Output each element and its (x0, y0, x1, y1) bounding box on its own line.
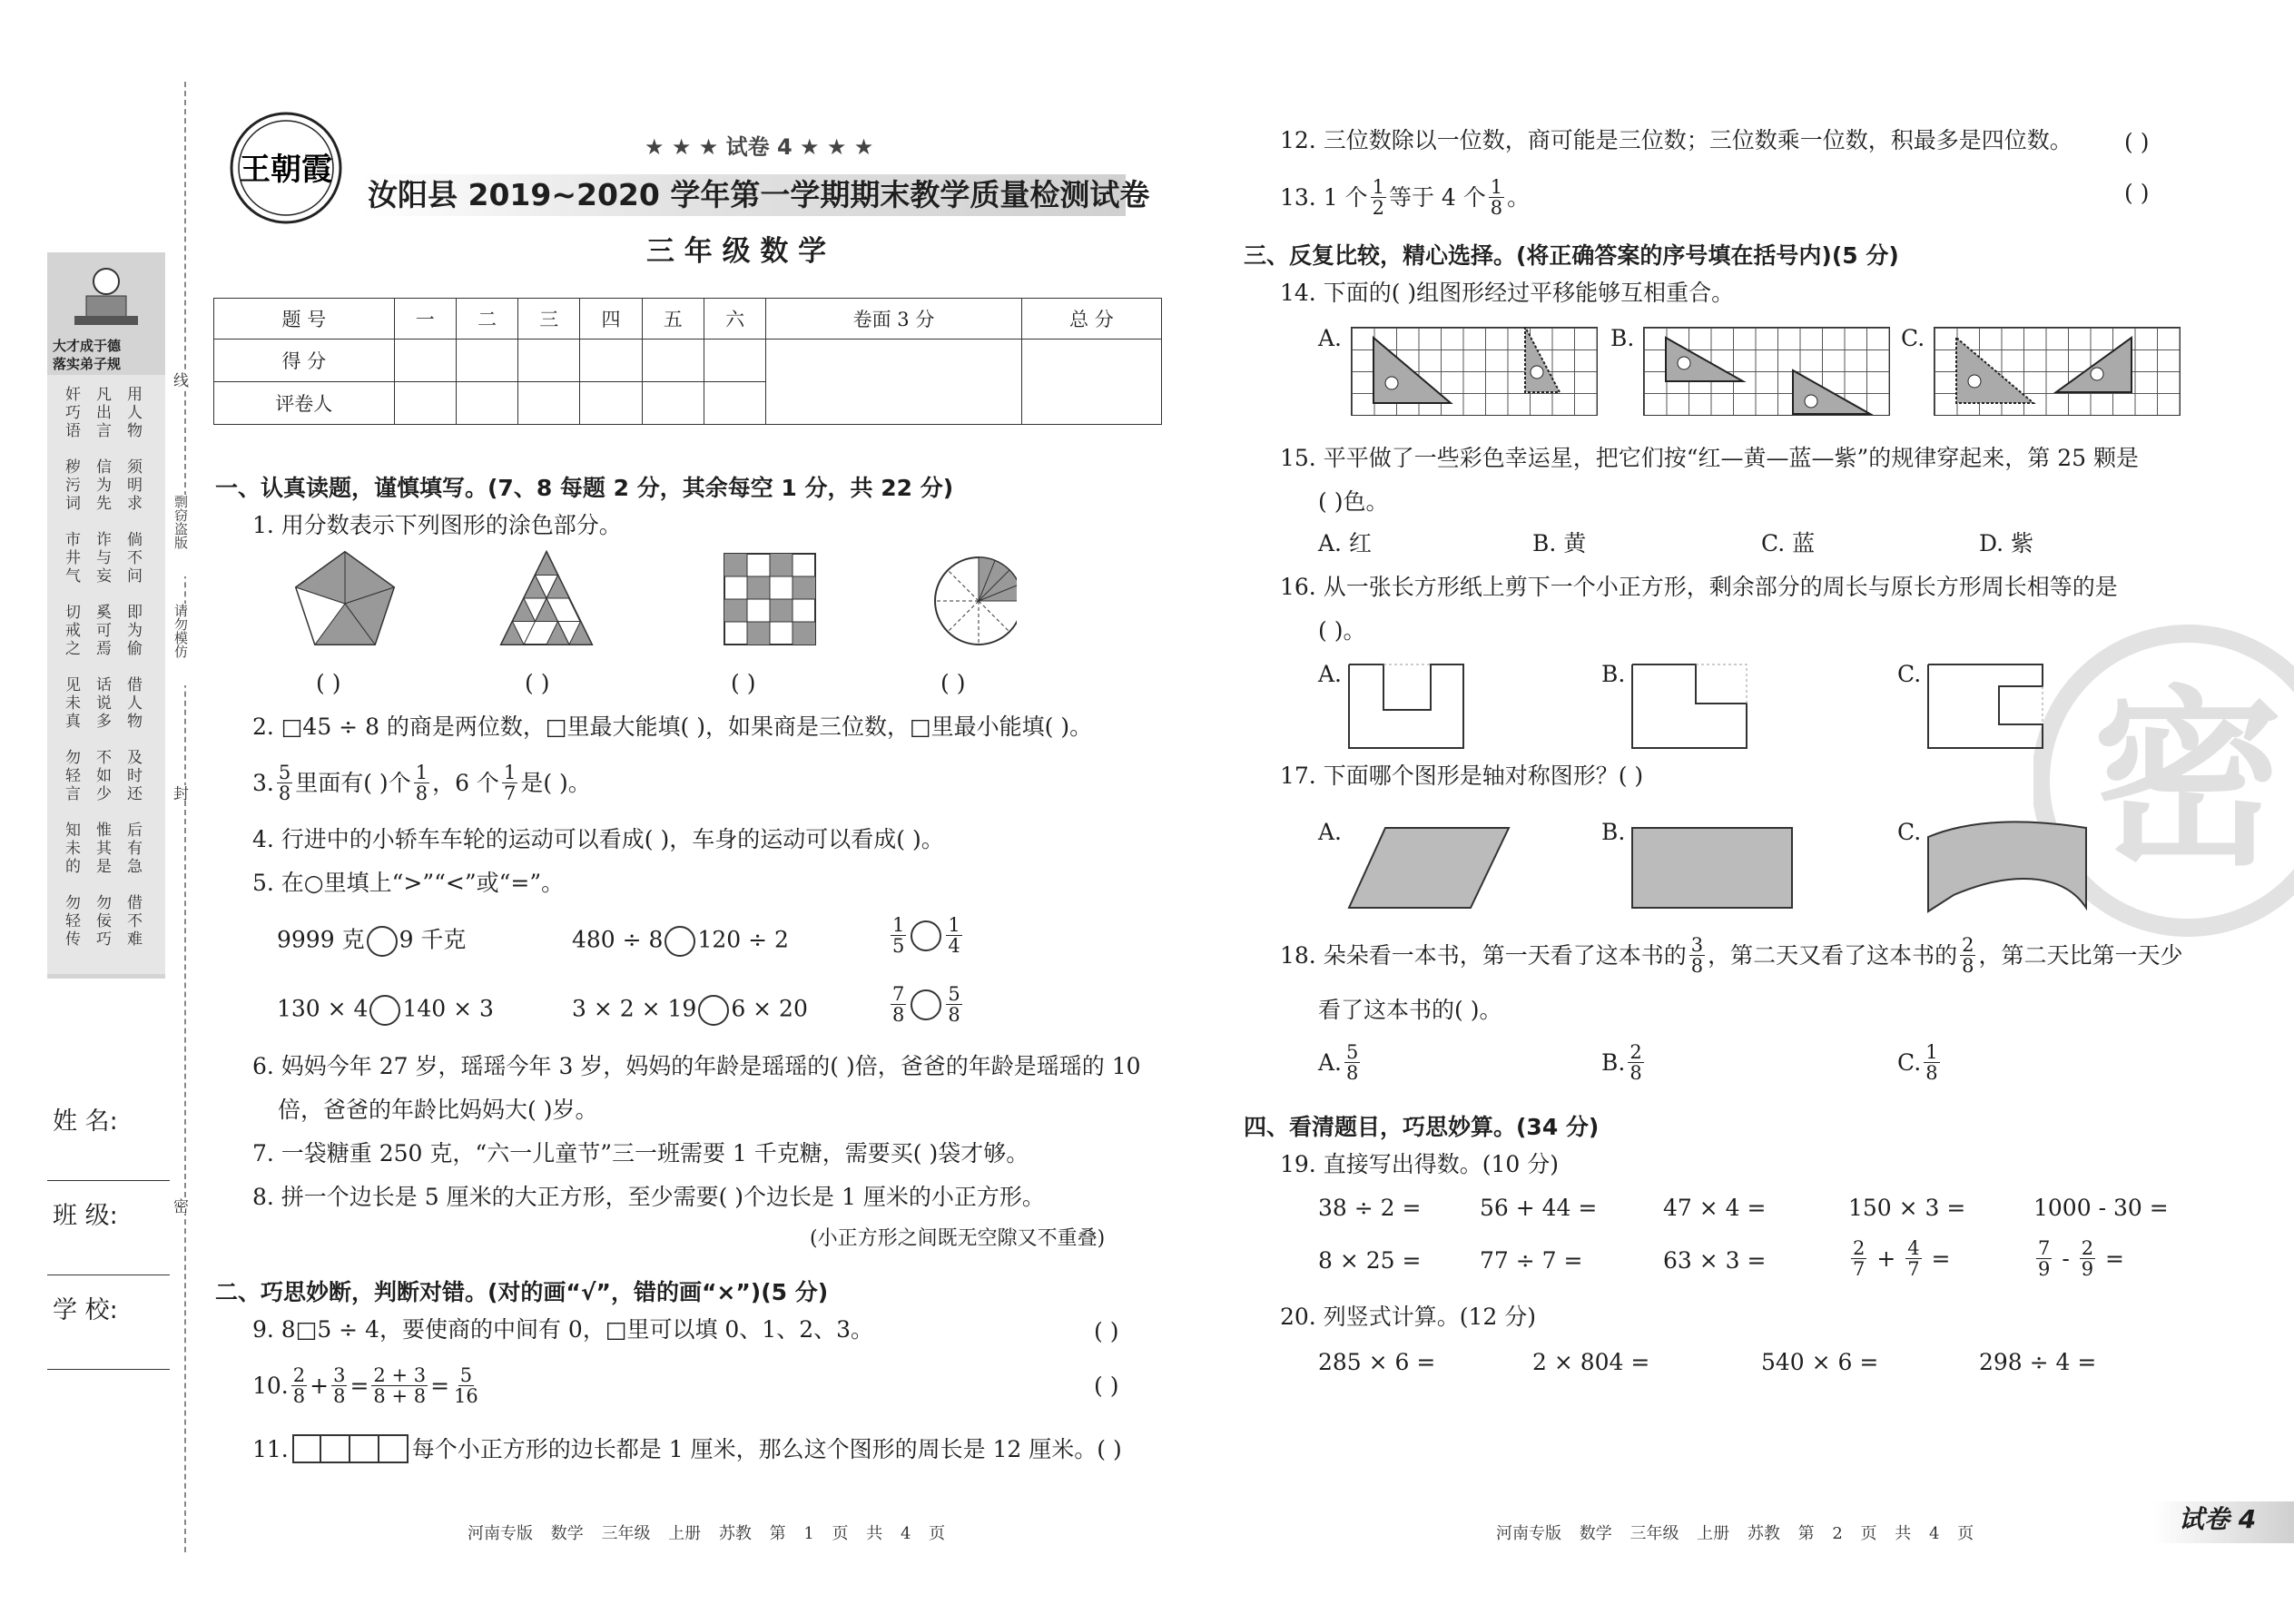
score-header-cell: 三 (518, 299, 580, 340)
q16-figure-c (1926, 663, 2044, 750)
name-label: 姓 名: (53, 1107, 118, 1136)
q5-item: $\frac{7}{8}$ $\frac{5}{8}$ (892, 983, 960, 1027)
calc-item: 77 ÷ 7 = (1480, 1247, 1583, 1274)
q1-answer-blank[interactable]: ( ) (316, 670, 341, 696)
q18-option-a[interactable]: A. $\frac{5}{8}$ (1318, 1041, 1359, 1085)
q15-option[interactable]: A. 红 (1318, 530, 1372, 556)
exam-subtitle: 三 年 级 数 学 (646, 235, 827, 268)
poem-column: 见未真 (62, 676, 80, 731)
q17-parallelogram (1347, 826, 1511, 910)
q6-text-2: 倍，爸爸的年龄比妈妈大( )岁。 (278, 1097, 598, 1123)
school-field[interactable] (47, 1369, 170, 1370)
calc-item: $\frac{7}{9}$ - $\frac{2}{9}$ = (2038, 1237, 2124, 1281)
score-header-cell: 五 (642, 299, 704, 340)
mascot-icon (70, 261, 143, 334)
q6-text: 6. 妈妈今年 27 岁，瑶瑶今年 3 岁，妈妈的年龄是瑶瑶的( )倍，爸爸的年龄是瑶瑶的 10 (252, 1053, 1141, 1079)
side-word-secret: 密 (167, 1198, 191, 1214)
score-cell[interactable] (704, 340, 765, 382)
circle-figure (935, 557, 1017, 645)
compare-circle[interactable] (698, 995, 729, 1026)
q5-text: 5. 在○里填上“>”“<”或“=”。 (252, 870, 565, 896)
q18-option-b[interactable]: B. $\frac{2}{8}$ (1601, 1041, 1642, 1085)
brand-logo-icon (227, 109, 345, 227)
fraction: $\frac{1}{7}$ (503, 762, 517, 805)
q15-text-2: ( )色。 (1318, 488, 1389, 515)
q3-text: 3. $\frac{5}{8}$ 里面有( )个 $\frac{1}{8}$ ，6 个 $\frac{1}{7}$ 是( )。 (252, 762, 591, 805)
q15-option[interactable]: C. 蓝 (1761, 530, 1816, 556)
score-cell[interactable] (518, 340, 580, 382)
poem-column: 知未的 (62, 822, 80, 876)
q16-text-2: ( )。 (1318, 617, 1366, 644)
q17-option-b[interactable]: B. (1601, 819, 1626, 845)
score-cell[interactable] (394, 340, 456, 382)
poem-column: 秽污词 (62, 458, 80, 513)
q18-option-c[interactable]: C. $\frac{1}{8}$ (1897, 1041, 1938, 1085)
score-cell[interactable] (580, 340, 642, 382)
side-word-seal: 封 (167, 785, 191, 801)
score-header-cell: 题 号 (214, 299, 395, 340)
score-header-cell: 四 (580, 299, 642, 340)
q10-text: 10. $\frac{2}{8}$ + $\frac{3}{8}$ = $\frac{2 + 3}{8 + 8}$ = $\frac{5}{16}$ (252, 1364, 478, 1408)
poem-column: 奸巧语 (62, 386, 80, 440)
q15-option[interactable]: D. 紫 (1979, 530, 2034, 556)
square-strip (292, 1434, 409, 1463)
grader-cell[interactable] (456, 382, 517, 425)
calc-item: 150 × 3 = (1848, 1195, 1966, 1221)
q1-answer-blank[interactable]: ( ) (731, 670, 756, 696)
poem-column: 借不难 (123, 894, 142, 949)
q1-text: 1. 用分数表示下列图形的涂色部分。 (252, 512, 622, 538)
poem-column: 勿佞巧 (93, 894, 111, 949)
vertical-calc-item: 540 × 6 = (1761, 1349, 1879, 1375)
grader-cell[interactable] (518, 382, 580, 425)
footer-right: 河南专版 数学 三年级 上册 苏教 第 2 页 共 4 页 (1496, 1524, 1974, 1543)
q16-text: 16. 从一张长方形纸上剪下一个小正方形，剩余部分的周长与原长方形周长相等的是 (1280, 574, 2118, 600)
triangle-figure (501, 552, 592, 645)
poem-column: 惟其是 (93, 822, 111, 876)
svg-text:密: 密 (2092, 669, 2284, 891)
score-cell[interactable] (456, 340, 517, 382)
fraction: $\frac{5}{8}$ (278, 762, 291, 805)
score-cell[interactable] (1021, 340, 1161, 425)
poem-column: 奚可焉 (93, 604, 111, 658)
q5-item: 3 × 2 × 19 6 × 20 (572, 995, 808, 1026)
q14-text: 14. 下面的( )组图形经过平移能够互相重合。 (1280, 280, 1735, 306)
poem-column: 后有急 (123, 822, 142, 876)
q16-figure-b (1630, 663, 1748, 750)
grader-row-label: 评卷人 (214, 382, 395, 425)
score-header-cell: 总 分 (1021, 299, 1161, 340)
poem-column: 即为偷 (123, 604, 142, 658)
q11-text: 11. 每个小正方形的边长都是 1 厘米，那么这个图形的周长是 12 厘米。( ) (252, 1435, 1122, 1462)
calc-item: 63 × 3 = (1663, 1247, 1767, 1274)
q9-text: 9. 8□5 ÷ 4，要使商的中间有 0，□里可以填 0、1、2、3。 (252, 1316, 874, 1343)
calc-item: 56 + 44 = (1480, 1195, 1598, 1221)
q16-figure-a (1347, 663, 1465, 750)
poem-column: 市井气 (62, 531, 80, 586)
mascot-caption: 大才成于德 (53, 338, 122, 354)
q5-item: 9999 克 9 千克 (277, 926, 466, 957)
part1-heading: 一、认真读题，谨慎填写。(7、8 每题 2 分，其余每空 1 分，共 22 分) (215, 475, 954, 501)
paper-number: ★ ★ ★ 试卷 4 ★ ★ ★ (645, 134, 874, 160)
square-figure (724, 554, 815, 645)
q1-figures (290, 545, 1017, 654)
q17-option-c[interactable]: C. (1897, 819, 1922, 845)
poem-column: 及时还 (123, 749, 142, 803)
part3-heading: 三、反复比较，精心选择。(将正确答案的序号填在括号内)(5 分) (1244, 242, 1899, 269)
side-word-line: 线 (167, 372, 191, 388)
q8-note: (小正方形之间既无空隙又不重叠) (810, 1227, 1106, 1250)
compare-circle[interactable] (911, 920, 941, 951)
calc-item: 38 ÷ 2 = (1318, 1195, 1422, 1221)
q9-answer-blank[interactable]: ( ) (1094, 1318, 1119, 1344)
q17-option-a[interactable]: A. (1318, 819, 1343, 845)
q2-text: 2. □45 ÷ 8 的商是两位数，□里最大能填( )，如果商是三位数，□里最小能填( )。 (252, 714, 1093, 740)
q5-item: $\frac{1}{5}$ $\frac{1}{4}$ (892, 914, 960, 958)
grader-cell[interactable] (704, 382, 765, 425)
q1-answer-blank[interactable]: ( ) (525, 670, 550, 696)
q7-text: 7. 一袋糖重 250 克，“六一儿童节”三一班需要 1 千克糖，需要买( )袋才够。 (252, 1140, 1029, 1166)
fraction: $\frac{1}{8}$ (415, 762, 428, 805)
vertical-calc-item: 2 × 804 = (1532, 1349, 1650, 1375)
score-header-cell: 卷面 3 分 (766, 299, 1022, 340)
q18-text: 18. 朵朵看一本书，第一天看了这本书的 $\frac{3}{8}$ ，第二天又看了这本书的 $\frac{2}{8}$ ，第二天比第一天少 (1280, 934, 2183, 978)
compare-circle[interactable] (665, 926, 695, 957)
q17-wave-shape (1926, 817, 2090, 913)
poem-column: 信为先 (93, 458, 111, 513)
q10-answer-blank[interactable]: ( ) (1094, 1373, 1119, 1399)
calc-item: $\frac{2}{7}$ + $\frac{4}{7}$ = (1853, 1237, 1951, 1281)
calc-item: 1000 - 30 = (2033, 1195, 2169, 1221)
school-label: 学 校: (53, 1296, 118, 1324)
exam-title: 汝阳县 2019~2020 学年第一学期期末教学质量检测试卷 (368, 177, 1150, 212)
compare-circle[interactable] (367, 926, 398, 957)
compare-circle[interactable] (369, 995, 400, 1026)
q13-answer-blank[interactable]: ( ) (2124, 180, 2150, 206)
svg-text:王朝霞: 王朝霞 (240, 152, 332, 188)
poem-column: 不如少 (93, 749, 111, 803)
q17-rectangle (1630, 826, 1794, 910)
q12-text: 12. 三位数除以一位数，商可能是三位数；三位数乘一位数，积最多是四位数。 (1280, 127, 2072, 153)
grader-cell[interactable] (394, 382, 456, 425)
poem-column: 勿轻传 (62, 894, 80, 949)
mascot-caption-2: 落实弟子规 (53, 356, 122, 372)
vertical-calc-item: 285 × 6 = (1318, 1349, 1436, 1375)
q19-text: 19. 直接写出得数。(10 分) (1280, 1151, 1559, 1177)
poem-column: 话说多 (93, 676, 111, 731)
q5-item: 480 ÷ 8 120 ÷ 2 (572, 926, 789, 957)
q1-answer-blank[interactable]: ( ) (940, 670, 966, 696)
poem-column: 用人物 (123, 386, 142, 440)
part4-heading: 四、看清题目，巧思妙算。(34 分) (1244, 1114, 1600, 1140)
compare-circle[interactable] (911, 989, 941, 1020)
q4-text: 4. 行进中的小轿车车轮的运动可以看成( )，车身的运动可以看成( )。 (252, 826, 944, 852)
class-label: 班 级: (53, 1202, 118, 1230)
score-cell[interactable] (642, 340, 704, 382)
q15-text: 15. 平平做了一些彩色幸运星，把它们按“红—黄—蓝—紫”的规律穿起来，第 25 颗是 (1280, 445, 2139, 471)
q18-text-2: 看了这本书的( )。 (1318, 997, 1502, 1023)
name-field[interactable] (47, 1180, 170, 1181)
q14-option-b[interactable]: B. (1610, 325, 1635, 351)
q14-option-a[interactable]: A. (1318, 325, 1343, 351)
grader-cell[interactable] (580, 382, 642, 425)
warning-text: 剽窃盗版 (167, 495, 191, 576)
poem-column: 诈与妄 (93, 531, 111, 586)
q17-text: 17. 下面哪个图形是轴对称图形？( ) (1280, 763, 1644, 789)
poem-column: 切戒之 (62, 604, 80, 658)
q8-text: 8. 拼一个边长是 5 厘米的大正方形，至少需要( )个边长是 1 厘米的小正方形。 (252, 1184, 1045, 1210)
paper-tag: 试卷 4 (2179, 1504, 2257, 1534)
q5-item: 130 × 4 140 × 3 (277, 995, 494, 1026)
q16-option-c[interactable]: C. (1897, 661, 1922, 687)
q16-option-b[interactable]: B. (1601, 661, 1626, 687)
warning-text-2: 请勿模仿 (167, 604, 191, 685)
q14-option-c[interactable]: C. (1901, 325, 1925, 351)
calc-item: 47 × 4 = (1663, 1195, 1767, 1221)
score-table (213, 298, 1162, 425)
q15-option[interactable]: B. 黄 (1532, 530, 1587, 556)
footer-left: 河南专版 数学 三年级 上册 苏教 第 1 页 共 4 页 (468, 1524, 946, 1543)
score-header-cell: 一 (394, 299, 456, 340)
q13-text: 13. 1 个 $\frac{1}{2}$ 等于 4 个 $\frac{1}{8}$ 。 (1280, 176, 1531, 220)
poem-column: 凡出言 (93, 386, 111, 440)
cut-line (184, 82, 186, 1552)
pentagon-figure (296, 552, 394, 645)
q20-text: 20. 列竖式计算。(12 分) (1280, 1304, 1536, 1330)
score-cell[interactable] (766, 340, 1022, 425)
score-header-cell: 二 (456, 299, 517, 340)
q12-answer-blank[interactable]: ( ) (2124, 129, 2150, 155)
calc-item: 8 × 25 = (1318, 1247, 1422, 1274)
q16-option-a[interactable]: A. (1318, 661, 1343, 687)
vertical-calc-item: 298 ÷ 4 = (1979, 1349, 2097, 1375)
poem-column: 须明求 (123, 458, 142, 513)
poem-column: 倘不问 (123, 531, 142, 586)
poem-column: 勿轻言 (62, 749, 80, 803)
part2-heading: 二、巧思妙断，判断对错。(对的画“√”，错的画“×”)(5 分) (215, 1279, 829, 1305)
score-row-label: 得 分 (214, 340, 395, 382)
grader-cell[interactable] (642, 382, 704, 425)
poem-column: 借人物 (123, 676, 142, 731)
score-header-cell: 六 (704, 299, 765, 340)
